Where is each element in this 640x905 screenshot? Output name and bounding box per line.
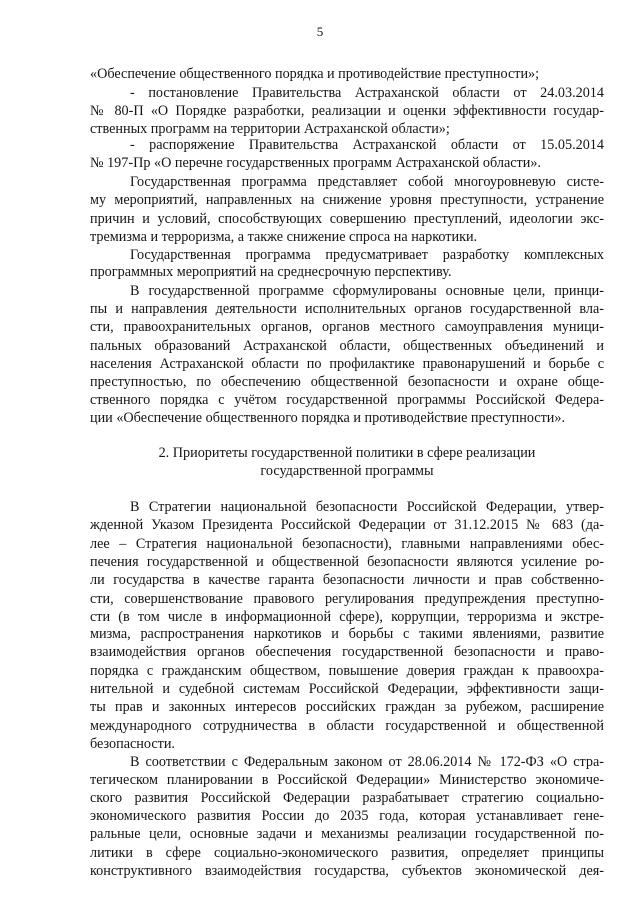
text-line: тегическом планировании в Российской Федерации» Министерство экономиче- <box>90 772 604 788</box>
text-line: взаимодействия органов обеспечения государственной безопасности и право- <box>90 644 604 660</box>
text-line: конструктивного взаимодействия государства, субъектов экономической дея- <box>90 863 604 879</box>
text-line: тремизма и терроризма, а также снижение спроса на наркотики. <box>90 229 478 245</box>
text-line: международного сотрудничества в области государственной и общественной <box>90 718 604 734</box>
text-line: - постановление Правительства Астраханской области от 24.03.2014 <box>130 85 604 101</box>
page-number: 5 <box>316 24 324 39</box>
text-line: ственного порядка с учётом государственной программы Российской Федера- <box>90 392 604 408</box>
text-line: сти, правоохранительных органов, органов местного самоуправления муници- <box>90 319 604 335</box>
text-line: нительной и судебной системам Российской Федерации, эффективности защи- <box>90 681 604 697</box>
text-line: Государственная программа предусматривает разработку комплексных <box>130 247 604 263</box>
text-line: ли государства в качестве гаранта безопасности личности и прав собственно- <box>90 572 604 588</box>
text-line: ральные цели, основные задачи и механизмы реализации государственной по- <box>90 826 604 842</box>
text-line: пы и направления деятельности исполнительных органов государственной вла- <box>90 301 604 317</box>
text-line: причин и условий, способствующих совершению преступлений, идеологии экс- <box>90 211 604 227</box>
text-line: порядка с гражданским обществом, повышение доверия граждан к правоохра- <box>90 663 604 679</box>
text-line: ты прав и законных интересов российских граждан за рубежом, расширение <box>90 699 604 715</box>
text-line: ции «Обеспечение общественного порядка и противодействие преступности». <box>90 410 566 426</box>
text-line: му мероприятий, направленных на снижение уровня преступности, устранение <box>90 192 604 208</box>
text-line: сти, совершенствование правового регулирования предупреждения преступно- <box>90 591 604 607</box>
section-heading-line: 2. Приоритеты государственной политики в сфере реализации <box>158 445 536 461</box>
text-line: программных мероприятий на среднесрочную перспективу. <box>90 264 452 280</box>
text-line: печения государственной и общественной безопасности являются усиление ро- <box>90 554 604 570</box>
section-heading-line: государственной программы <box>260 463 434 479</box>
text-line: № 197-Пр «О перечне государственных программ Астраханской области». <box>90 155 541 171</box>
text-line: - распоряжение Правительства Астраханской области от 15.05.2014 <box>130 137 604 153</box>
text-line: литики в сфере социально-экономического развития, определяет принципы <box>90 845 604 861</box>
text-line: В соответствии с Федеральным законом от 28.06.2014 № 172-ФЗ «О стра- <box>130 754 604 770</box>
text-line: жденной Указом Президента Российской Федерации от 31.12.2015 № 683 (да- <box>90 517 604 533</box>
text-line: преступностью, по обеспечению общественной безопасности и охране обще- <box>90 374 604 390</box>
text-line: «Обеспечение общественного порядка и противодействие преступности»; <box>90 66 540 82</box>
text-line: ственных программ на территории Астраханской области»; <box>90 121 450 137</box>
text-line: экономического развития России до 2035 года, которая устанавливает гене- <box>90 808 604 824</box>
text-line: мизма, распространения наркотиков и борьбы с такими явлениями, развитие <box>90 626 604 642</box>
text-line: В государственной программе сформулированы основные цели, принци- <box>130 283 604 299</box>
text-line: Государственная программа представляет собой многоуровневую систе- <box>130 174 604 190</box>
text-line: пальных образований Астраханской области, общественных объединений и <box>90 338 604 354</box>
text-line: ского развития Российской Федерации разрабатывает стратегию социально- <box>90 790 604 806</box>
text-line: сти (в том числе в информационной сфере), коррупции, терроризма и экстре- <box>90 609 604 625</box>
text-line: В Стратегии национальной безопасности Российской Федерации, утвер- <box>130 499 604 515</box>
text-line: лее – Стратегия национальной безопасности), главными направлениями обес- <box>90 536 604 552</box>
text-line: № 80-П «О Порядке разработки, реализации и оценки эффективности государ- <box>90 103 604 119</box>
text-line: населения Астраханской области по профилактике правонарушений и борьбе с <box>90 356 604 372</box>
text-line: безопасности. <box>90 736 175 752</box>
